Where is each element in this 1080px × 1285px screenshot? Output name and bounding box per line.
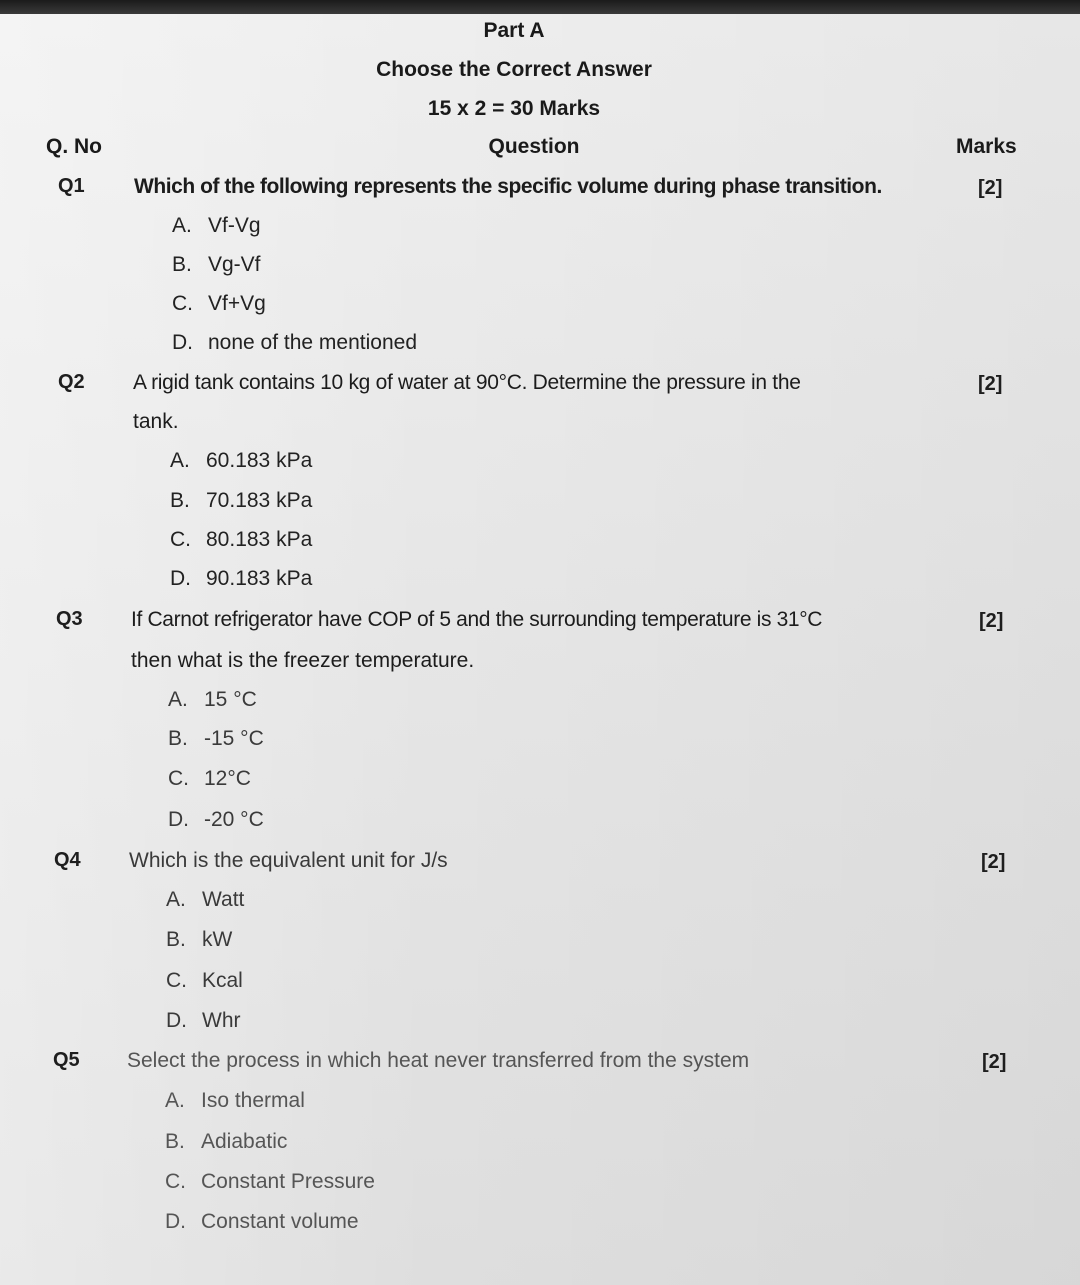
answer-option: D. Constant volume — [165, 1210, 359, 1233]
answer-option: A. 60.183 kPa — [170, 449, 313, 472]
exam-sheet — [0, 14, 1080, 1285]
question-text-continued: tank. — [133, 410, 179, 433]
question-marks: [2] — [981, 851, 1006, 873]
answer-option: A. 15 °C — [168, 688, 257, 711]
answer-option: C. 12°C — [168, 767, 251, 790]
question-text: Which of the following represents the specific volume during phase transition. — [134, 175, 882, 198]
question-number: Q3 — [56, 608, 83, 630]
part-title: Part A — [483, 19, 545, 42]
top-dark-edge — [0, 0, 1080, 14]
answer-option: D. 90.183 kPa — [170, 567, 313, 590]
question-number: Q4 — [54, 849, 81, 871]
answer-option: B. 70.183 kPa — [170, 489, 313, 512]
answer-option: A. Watt — [166, 888, 245, 911]
question-marks: [2] — [978, 373, 1003, 395]
question-marks: [2] — [982, 1051, 1007, 1073]
answer-option: C. Vf+Vg — [172, 292, 266, 315]
question-text: Select the process in which heat never transferred from the system — [127, 1049, 750, 1072]
answer-option: B. Vg-Vf — [172, 253, 261, 276]
answer-option: B. kW — [166, 928, 233, 951]
question-number: Q5 — [53, 1049, 80, 1071]
question-text: If Carnot refrigerator have COP of 5 and the surrounding temperature is 31°C — [131, 608, 823, 631]
answer-option: D. -20 °C — [168, 808, 264, 831]
answer-option: A. Iso thermal — [165, 1089, 305, 1112]
answer-option: A. Vf-Vg — [172, 214, 261, 237]
question-text-continued: then what is the freezer temperature. — [131, 649, 475, 672]
question-number: Q2 — [58, 371, 85, 393]
answer-option: D. Whr — [166, 1009, 241, 1032]
answer-option: C. Kcal — [166, 969, 243, 992]
column-header-marks: Marks — [956, 135, 1017, 158]
marks-total: 15 x 2 = 30 Marks — [427, 97, 601, 120]
column-header-question: Question — [488, 135, 580, 158]
question-text: A rigid tank contains 10 kg of water at 90°C. Determine the pressure in the — [133, 371, 801, 394]
answer-option: C. 80.183 kPa — [170, 528, 313, 551]
question-marks: [2] — [978, 177, 1003, 199]
question-number: Q1 — [58, 175, 85, 197]
instruction-heading: Choose the Correct Answer — [376, 58, 652, 81]
question-text: Which is the equivalent unit for J/s — [129, 849, 448, 872]
question-marks: [2] — [979, 610, 1004, 632]
answer-option: D. none of the mentioned — [172, 331, 417, 354]
column-header-qno: Q. No — [46, 135, 102, 158]
answer-option: B. -15 °C — [168, 727, 264, 750]
answer-option: C. Constant Pressure — [165, 1170, 375, 1193]
answer-option: B. Adiabatic — [165, 1130, 288, 1153]
